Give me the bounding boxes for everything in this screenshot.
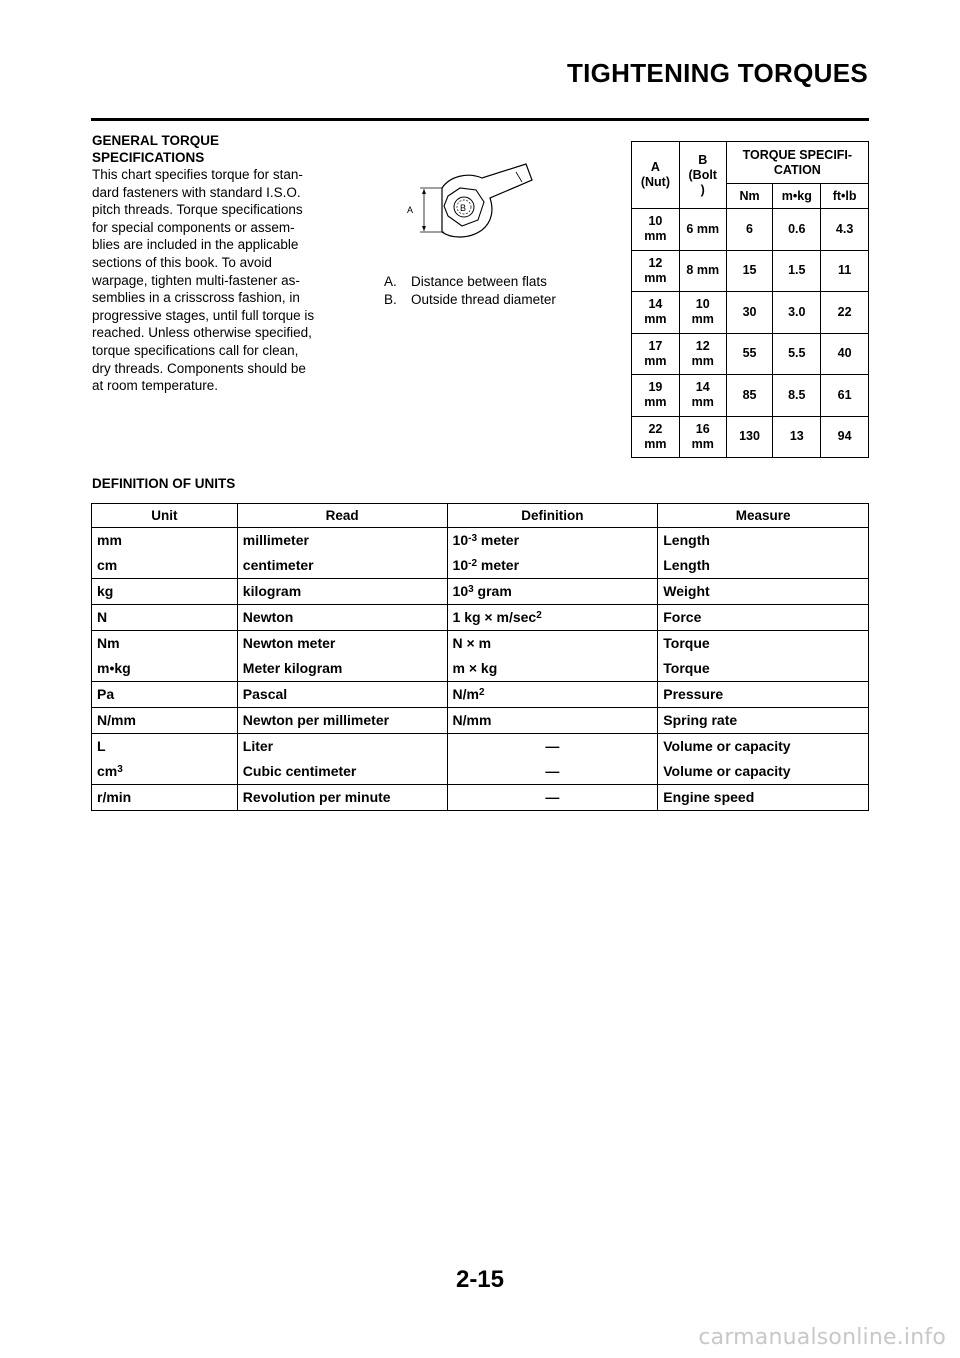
cell-measure: Engine speed: [658, 785, 869, 811]
table-row: [92, 579, 869, 605]
cell-ftlb: 22: [821, 292, 869, 334]
def-text: meter: [477, 557, 520, 573]
wrench-handle-line: [516, 172, 522, 182]
cell-line: mm: [644, 270, 667, 285]
page-title: TIGHTENING TORQUES: [566, 58, 868, 88]
cell-unit: N: [92, 605, 238, 631]
legend-text: Outside thread diameter: [411, 292, 556, 307]
cell-bolt: [679, 333, 726, 375]
cell-ftlb: 4.3: [821, 209, 869, 251]
cell-read: Newton meter: [237, 631, 447, 657]
def-superscript: 2: [478, 687, 485, 698]
cell-nut: [632, 209, 680, 251]
cell-definition: [447, 579, 658, 605]
cell-read: Pascal: [237, 682, 447, 708]
table-row: [92, 708, 869, 734]
wrench-outline: [442, 164, 532, 237]
body-line: warpage, tighten multi-fastener as-: [92, 272, 300, 288]
cell-line: mm: [691, 353, 714, 368]
cell-mkg: 1.5: [773, 250, 821, 292]
legend-text: Distance between flats: [411, 274, 547, 289]
table-row: [632, 333, 869, 375]
cell-bolt: [679, 375, 726, 417]
cell-line: 22: [648, 421, 663, 436]
cell-unit: mm: [92, 528, 238, 554]
cell-line: 19: [648, 380, 663, 395]
def-text: 1 kg × m/sec: [452, 609, 537, 625]
cell-ftlb: 94: [821, 416, 869, 458]
cell-line: mm: [691, 436, 714, 451]
cell-measure: Length: [658, 528, 869, 554]
header-bolt-line: ): [700, 182, 705, 197]
page-number: 2-15: [455, 1266, 505, 1293]
table-row: [92, 553, 869, 579]
table-row: [632, 416, 869, 458]
body-line: dry threads. Components should be: [92, 360, 306, 376]
cell-unit: r/min: [92, 785, 238, 811]
header-definition: Definition: [447, 504, 658, 528]
legend-key: B.: [384, 292, 397, 307]
legend-item: [384, 273, 556, 291]
header-bolt-line: B: [698, 152, 708, 167]
cell-definition: —: [447, 785, 658, 811]
figure-legend: [384, 273, 556, 309]
cell-nut: [632, 333, 680, 375]
cell-line: 16: [695, 421, 710, 436]
cell-measure: Weight: [658, 579, 869, 605]
cell-line: mm: [644, 436, 667, 451]
cell-definition: [447, 605, 658, 631]
body-line: sections of this book. To avoid: [92, 254, 272, 270]
cell-measure: Volume or capacity: [658, 734, 869, 760]
cell-unit: Pa: [92, 682, 238, 708]
cell-definition: [447, 553, 658, 579]
cell-measure: Length: [658, 553, 869, 579]
cell-bolt: [679, 416, 726, 458]
header-unit: Unit: [92, 504, 238, 528]
cell-definition: —: [447, 759, 658, 785]
cell-line: 10: [695, 297, 710, 312]
cell-definition: N × m: [447, 631, 658, 657]
cell-line: 14: [695, 380, 710, 395]
cell-mkg: 5.5: [773, 333, 821, 375]
cell-measure: Torque: [658, 656, 869, 682]
section-heading-line2: SPECIFICATIONS: [92, 150, 205, 165]
cell-nm: 15: [726, 250, 773, 292]
table-row: [92, 605, 869, 631]
cell-definition: N/mm: [447, 708, 658, 734]
cell-bolt: [679, 209, 726, 251]
cell-measure: Spring rate: [658, 708, 869, 734]
table-row: [92, 759, 869, 785]
header-nm: Nm: [726, 184, 773, 209]
cell-read: Newton per millimeter: [237, 708, 447, 734]
body-line: pitch threads. Torque specifications: [92, 202, 303, 218]
cell-nm: 30: [726, 292, 773, 334]
cell-read: Revolution per minute: [237, 785, 447, 811]
table-row: [632, 209, 869, 251]
header-ftlb: ft•lb: [821, 184, 869, 209]
label-b: B: [460, 203, 467, 213]
units-heading: DEFINITION OF UNITS: [92, 476, 236, 491]
cell-read: Liter: [237, 734, 447, 760]
header-bolt-line: (Bolt: [688, 167, 717, 182]
section-heading-line1: GENERAL TORQUE: [92, 133, 220, 148]
def-superscript: -3: [468, 533, 478, 544]
title-divider: [91, 118, 869, 121]
label-a: A: [407, 205, 414, 215]
cell-read: kilogram: [237, 579, 447, 605]
cell-line: 12: [648, 255, 663, 270]
general-body-text: [92, 166, 332, 395]
cell-nm: 130: [726, 416, 773, 458]
cell-unit: m•kg: [92, 656, 238, 682]
cell-line: 10: [648, 214, 663, 229]
header-spec-line: CATION: [773, 162, 821, 177]
header-measure: Measure: [658, 504, 869, 528]
body-line: dard fasteners with standard I.S.O.: [92, 184, 301, 200]
cell-line: 12: [695, 338, 710, 353]
cell-ftlb: 61: [821, 375, 869, 417]
cell-line: 14: [648, 297, 663, 312]
cell-unit: N/mm: [92, 708, 238, 734]
body-line: blies are included in the applicable: [92, 237, 299, 253]
body-line: semblies in a crisscross fashion, in: [92, 290, 300, 306]
cell-unit: L: [92, 734, 238, 760]
cell-line: mm: [691, 312, 714, 327]
unit-text: cm: [97, 763, 118, 779]
body-line: torque specifications call for clean,: [92, 342, 299, 358]
units-table: [91, 503, 869, 811]
cell-read: Cubic centimeter: [237, 759, 447, 785]
cell-definition: [447, 682, 658, 708]
header-spec-line: TORQUE SPECIFI-: [742, 147, 853, 162]
cell-nut: [632, 292, 680, 334]
cell-line: 17: [648, 338, 663, 353]
def-text: meter: [477, 532, 520, 548]
table-row: [92, 785, 869, 811]
cell-read: Newton: [237, 605, 447, 631]
table-row: [92, 734, 869, 760]
header-mkg: m•kg: [773, 184, 821, 209]
cell-line: mm: [644, 312, 667, 327]
def-text: 10: [452, 557, 469, 573]
def-superscript: -2: [468, 558, 478, 569]
cell-read: centimeter: [237, 553, 447, 579]
header-nut-line: (Nut): [640, 175, 670, 189]
cell-unit: [92, 759, 238, 785]
table-row: [92, 656, 869, 682]
cell-ftlb: 11: [821, 250, 869, 292]
cell-definition: —: [447, 734, 658, 760]
cell-nm: 6: [726, 209, 773, 251]
cell-line: mm: [644, 353, 667, 368]
table-row: [632, 292, 869, 334]
cell-measure: Volume or capacity: [658, 759, 869, 785]
legend-item: [384, 291, 556, 309]
body-line: reached. Unless otherwise specified,: [92, 325, 312, 341]
cell-mkg: 0.6: [773, 209, 821, 251]
table-row: [92, 528, 869, 554]
header-nut-line: A: [650, 160, 660, 174]
cell-mkg: 13: [773, 416, 821, 458]
def-text: N/m: [452, 686, 479, 702]
cell-line: 6 mm: [686, 221, 720, 236]
header-bolt: [679, 142, 726, 209]
def-superscript: 2: [536, 610, 542, 621]
torque-spec-table: [631, 141, 869, 458]
cell-line: mm: [691, 395, 714, 410]
header-read: Read: [237, 504, 447, 528]
body-line: This chart specifies torque for stan-: [92, 167, 303, 182]
def-text: 10: [452, 583, 469, 599]
table-row: [632, 375, 869, 417]
cell-mkg: 3.0: [773, 292, 821, 334]
cell-definition: m × kg: [447, 656, 658, 682]
cell-read: millimeter: [237, 528, 447, 554]
cell-line: mm: [644, 395, 667, 410]
table-row: [92, 682, 869, 708]
unit-superscript: 3: [117, 764, 123, 775]
cell-nut: [632, 375, 680, 417]
cell-measure: Torque: [658, 631, 869, 657]
general-torque-section: [92, 132, 332, 395]
cell-nut: [632, 250, 680, 292]
cell-measure: Force: [658, 605, 869, 631]
wrench-nut-diagram: [398, 158, 538, 244]
cell-nut: [632, 416, 680, 458]
cell-definition: [447, 528, 658, 554]
cell-bolt: [679, 250, 726, 292]
cell-mkg: 8.5: [773, 375, 821, 417]
cell-unit: cm: [92, 553, 238, 579]
cell-bolt: [679, 292, 726, 334]
cell-ftlb: 40: [821, 333, 869, 375]
cell-line: mm: [644, 229, 667, 244]
cell-unit: kg: [92, 579, 238, 605]
body-line: for special components or assem-: [92, 219, 295, 235]
table-row: [92, 631, 869, 657]
arrow-up-icon: [422, 189, 426, 194]
watermark: carmanualsonline.info: [698, 1325, 946, 1350]
table-row: [632, 250, 869, 292]
cell-read: Meter kilogram: [237, 656, 447, 682]
cell-nm: 55: [726, 333, 773, 375]
def-text: 10: [452, 532, 469, 548]
body-line: at room temperature.: [92, 378, 219, 394]
legend-key: A.: [384, 274, 397, 289]
arrow-down-icon: [422, 226, 426, 231]
def-text: gram: [473, 583, 512, 599]
cell-nm: 85: [726, 375, 773, 417]
header-torque-spec: [726, 142, 868, 184]
units-header-row: [92, 504, 869, 528]
header-nut: [632, 142, 680, 209]
cell-unit: Nm: [92, 631, 238, 657]
cell-measure: Pressure: [658, 682, 869, 708]
cell-line: 8 mm: [686, 263, 720, 278]
def-superscript: 3: [468, 584, 474, 595]
body-line: progressive stages, until full torque is: [92, 307, 315, 323]
